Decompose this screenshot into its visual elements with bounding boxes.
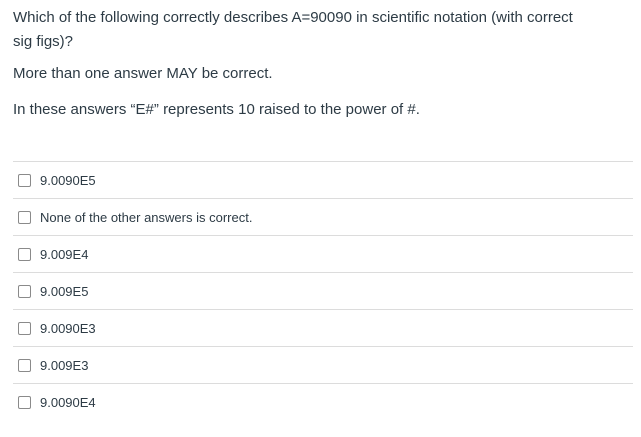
answer-label: 9.009E4 <box>40 246 89 262</box>
question-line-2: sig figs)? <box>13 33 74 50</box>
multiple-answer-note: More than one answer MAY be correct. <box>13 65 273 82</box>
answer-label: None of the other answers is correct. <box>40 209 253 225</box>
answer-checkbox[interactable] <box>18 211 31 224</box>
answer-checkbox[interactable] <box>18 248 31 261</box>
notation-explanation: In these answers “E#” represents 10 raised to the power of #. <box>13 101 420 118</box>
answer-checkbox[interactable] <box>18 174 31 187</box>
answer-label: 9.009E3 <box>40 357 89 373</box>
answer-option[interactable] <box>13 383 633 420</box>
question-text <box>13 6 628 122</box>
answer-option[interactable] <box>13 309 633 346</box>
answer-checkbox[interactable] <box>18 396 31 409</box>
answer-label: 9.0090E5 <box>40 172 96 188</box>
answer-option[interactable] <box>13 346 633 383</box>
answer-list <box>13 161 633 420</box>
answer-label: 9.0090E3 <box>40 320 96 336</box>
answer-checkbox[interactable] <box>18 322 31 335</box>
answer-option[interactable] <box>13 272 633 309</box>
answer-checkbox[interactable] <box>18 359 31 372</box>
answer-option[interactable] <box>13 161 633 198</box>
answer-label: 9.009E5 <box>40 283 89 299</box>
answer-label: 9.0090E4 <box>40 394 96 410</box>
answer-option[interactable] <box>13 235 633 272</box>
answer-option[interactable] <box>13 198 633 235</box>
answer-checkbox[interactable] <box>18 285 31 298</box>
question-line-1: Which of the following correctly describes A=90090 in scientific notation (with correct <box>13 9 573 26</box>
